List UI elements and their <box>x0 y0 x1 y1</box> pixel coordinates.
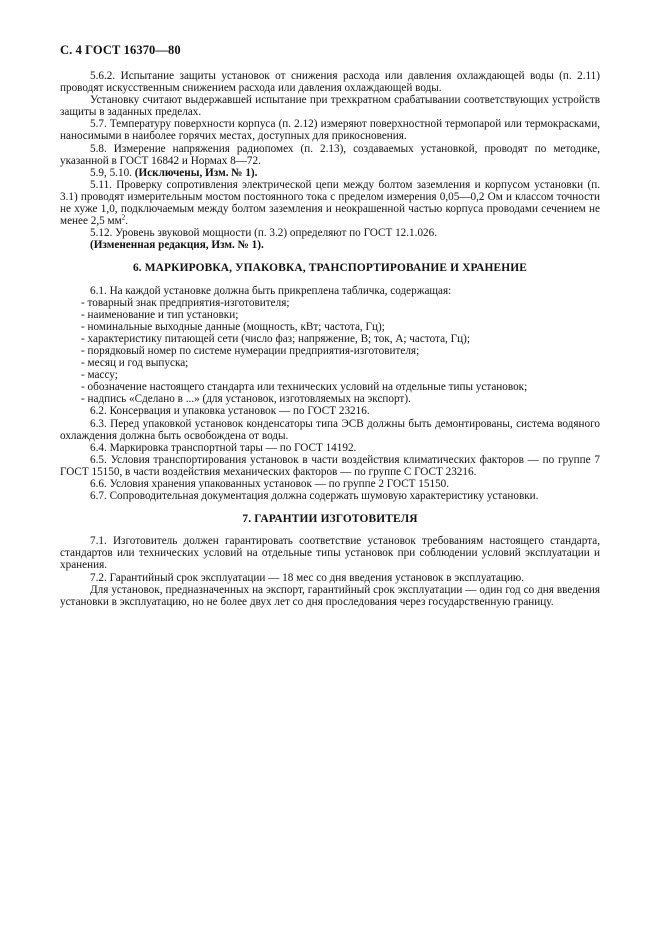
clause-5-7: 5.7. Температуру поверхности корпуса (п. 2.12) измеряют поверхностной термопарой или термокрасками, наносимыми в наиболее горячих местах, доступных для прикосновения. <box>60 118 600 143</box>
clause-5-9-5-10 <box>60 167 600 179</box>
clause-5-12-amended-note: (Измененная редакция, Изм. № 1). <box>90 239 264 252</box>
section-7-heading: 7. ГАРАНТИИ ИЗГОТОВИТЕЛЯ <box>242 513 418 526</box>
clause-5-9-number: 5.9, 5.10. <box>90 166 132 179</box>
clause-6-3: 6.3. Перед упаковкой установок конденсаторы типа ЭСВ должны быть демонтированы, система водяного охлаждения должна быть освобождена от воды. <box>60 417 600 442</box>
clause-5-9-excluded-note: (Исключены, Изм. № 1). <box>134 166 258 179</box>
clause-6-4: 6.4. Маркировка транспортной тары — по ГОСТ 14192. <box>90 441 357 454</box>
clause-5-11-end: . <box>125 215 128 228</box>
clause-5-6-2-cont: Установку считают выдержавшей испытание при трехкратном срабатывании соответствующих устройств защиты в заданных пределах. <box>60 94 600 119</box>
clause-7-1: 7.1. Изготовитель должен гарантировать соответствие установок требованиям настоящего стандарта, стандартов или технических условий на отдельные типы установок при соблюдении условий эксплуатации и хранения. <box>60 535 600 572</box>
clause-5-11-text: 5.11. Проверку сопротивления электрической цепи между болтом заземления и корпусом установки (п. 3.1) проводят измерительным мостом постоянного тока с пределом измерения 0,05—0,2 Ом и классом точности не хуже 1,0, подключаемым между болтом заземления и неокрашенной частью корпуса проводами сечением не менее 2,5 мм <box>60 178 600 228</box>
clause-5-11-superscript: 2 <box>121 213 126 222</box>
clause-5-8: 5.8. Измерение напряжения радиопомех (п. 2.13), создаваемых установкой, проводят по методике, указанной в ГОСТ 16842 и Нормах 8—72. <box>60 142 600 167</box>
list-item: - порядковый номер по системе нумерации предприятия-изготовителя; <box>60 345 600 357</box>
list-item: - номинальные выходные данные (мощность, кВт; частота, Гц); <box>60 321 600 333</box>
document-body <box>60 70 600 608</box>
clause-6-7: 6.7. Сопроводительная документация должна содержать шумовую характеристику установки. <box>90 490 539 503</box>
clause-6-1: 6.1. На каждой установке должна быть прикреплена табличка, содержащая: <box>90 284 452 297</box>
list-item: - надпись «Сделано в ...» (для установок, изготовляемых на экспорт). <box>60 393 600 405</box>
clause-5-11 <box>60 179 600 227</box>
list-item: - массу; <box>60 369 600 381</box>
clause-6-5: 6.5. Условия транспортирования установок в части воздействия климатических факторов — по группе 7 ГОСТ 15150, в части воздействия механических факторов — по группе С ГОСТ 23216. <box>60 453 600 478</box>
page-header: С. 4 ГОСТ 16370—80 <box>60 43 181 57</box>
clause-6-2: 6.2. Консервация и упаковка установок — по ГОСТ 23216. <box>90 405 370 418</box>
list-item: - характеристику питающей сети (число фаз; напряжение, В; ток, А; частота, Гц); <box>60 333 600 345</box>
clause-5-12-note-wrap <box>60 239 600 251</box>
clause-7-2-cont: Для установок, предназначенных на экспорт, гарантийный срок эксплуатации — один год со дня введения установки в эксплуатацию, но не более двух лет со дня проследования через государственную границу. <box>60 583 600 608</box>
list-item: - обозначение настоящего стандарта или технических условий на отдельные типы установок; <box>60 381 600 393</box>
list-item: - товарный знак предприятия-изготовителя; <box>60 297 600 309</box>
clause-7-2: 7.2. Гарантийный срок эксплуатации — 18 мес со дня введения установок в эксплуатацию. <box>90 571 525 584</box>
list-item: - наименование и тип установки; <box>60 309 600 321</box>
clause-6-6: 6.6. Условия хранения упакованных установок — по группе 2 ГОСТ 15150. <box>90 478 450 490</box>
section-6-heading: 6. МАРКИРОВКА, УПАКОВКА, ТРАНСПОРТИРОВАНИЕ И ХРАНЕНИЕ <box>132 262 528 275</box>
clause-5-12: 5.12. Уровень звуковой мощности (п. 3.2) определяют по ГОСТ 12.1.026. <box>90 227 438 240</box>
clause-5-6-2: 5.6.2. Испытание защиты установок от снижения расхода или давления охлаждающей воды (п. 2.11) проводят искусственным снижением расхода или давления охлаждающей воды. <box>60 70 600 95</box>
list-item: - месяц и год выпуска; <box>60 357 600 369</box>
